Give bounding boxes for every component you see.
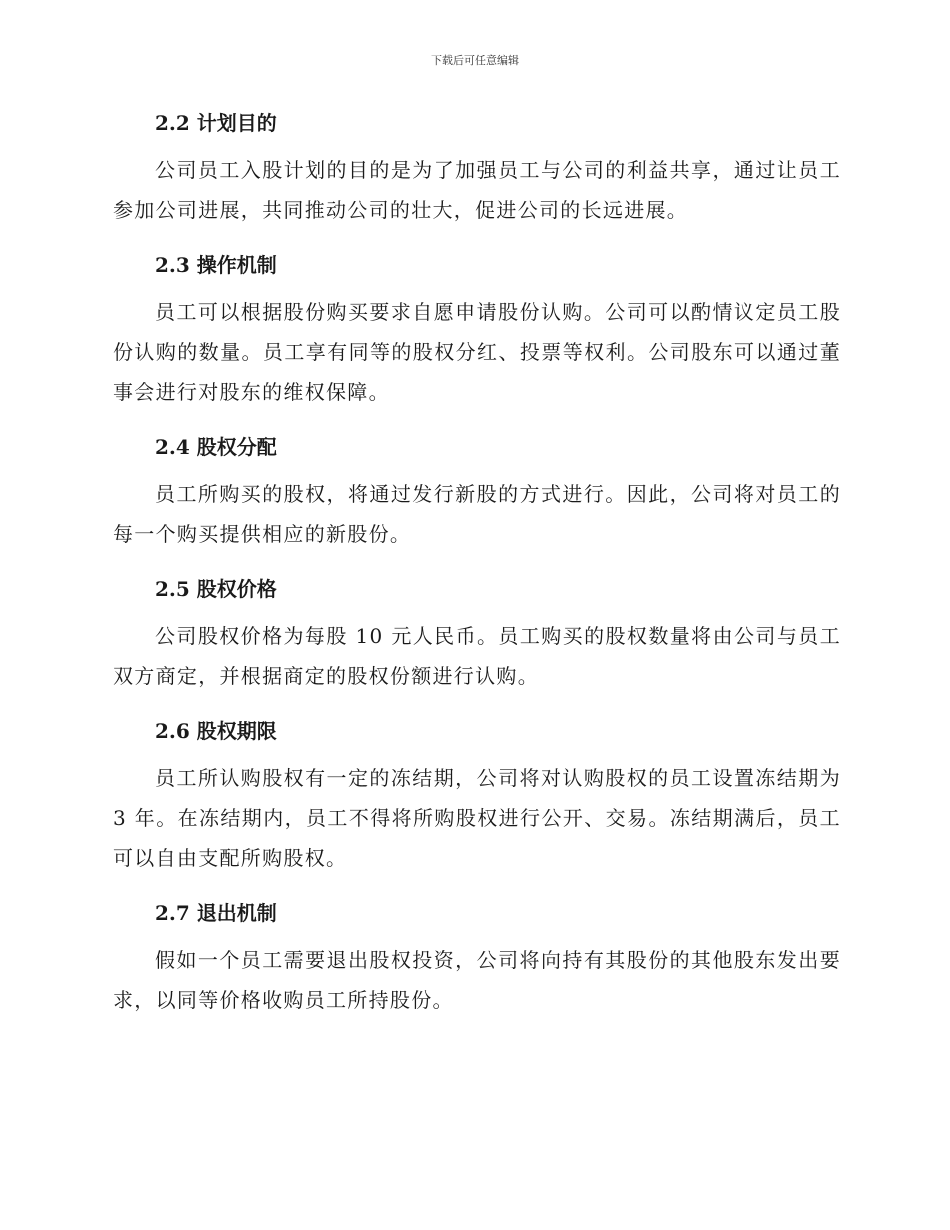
section-paragraph: 假如一个员工需要退出股权投资，公司将向持有其股份的其他股东发出要求，以同等价格收购员工所持股份。	[113, 948, 841, 1012]
section-paragraph: 员工可以根据股份购买要求自愿申请股份认购。公司可以酌情议定员工股份认购的数量。员工享有同等的股权分红、投票等权利。公司股东可以通过董事会进行对股东的维权保障。	[113, 300, 841, 404]
section-paragraph: 公司员工入股计划的目的是为了加强员工与公司的利益共享，通过让员工参加公司进展，共同推动公司的壮大，促进公司的长远进展。	[113, 158, 841, 222]
section-exit-mechanism	[113, 900, 841, 1020]
section-equity-distribution	[113, 434, 841, 554]
section-operation-mechanism	[113, 252, 841, 412]
section-heading: 2.5 股权价格	[155, 577, 277, 601]
section-heading: 2.2 计划目的	[155, 111, 277, 135]
section-equity-term	[113, 718, 841, 878]
section-heading: 2.7 退出机制	[155, 901, 277, 925]
section-plan-purpose	[113, 110, 841, 230]
section-equity-price	[113, 576, 841, 696]
section-paragraph: 员工所认购股权有一定的冻结期，公司将对认购股权的员工设置冻结期为 3 年。在冻结期内，员工不得将所购股权进行公开、交易。冻结期满后，员工可以自由支配所购股权。	[113, 766, 841, 870]
section-paragraph: 员工所购买的股权，将通过发行新股的方式进行。因此，公司将对员工的每一个购买提供相应的新股份。	[113, 482, 841, 546]
section-paragraph: 公司股权价格为每股 10 元人民币。员工购买的股权数量将由公司与员工双方商定，并根据商定的股权份额进行认购。	[113, 624, 841, 688]
document-body	[113, 110, 841, 1020]
page-header-note: 下载后可任意编辑	[431, 54, 519, 67]
section-heading: 2.3 操作机制	[155, 253, 277, 277]
section-heading: 2.4 股权分配	[155, 435, 277, 459]
section-heading: 2.6 股权期限	[155, 719, 277, 743]
